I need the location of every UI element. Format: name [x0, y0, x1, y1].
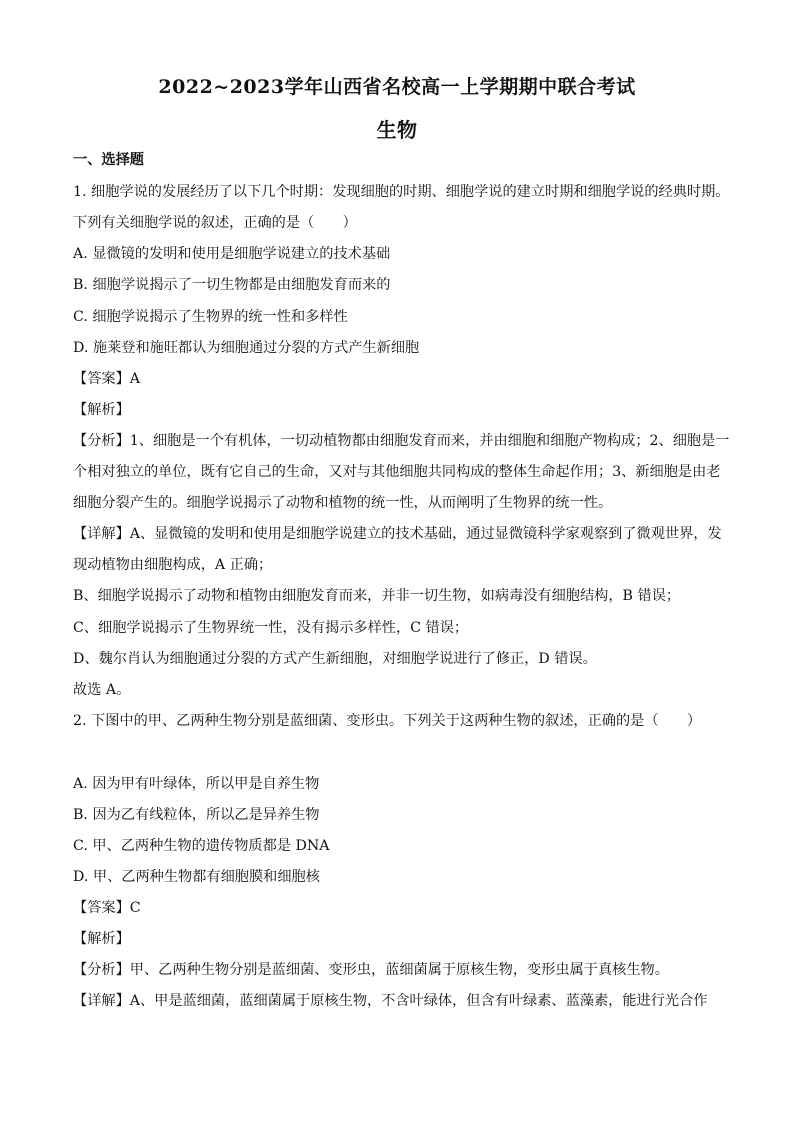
q2-stem: 2. 下图中的甲、乙两种生物分别是蓝细菌、变形虫。下列关于这两种生物的叙述，正确的是（ ） [73, 713, 702, 729]
q2-option-a: A. 因为甲有叶绿体，所以甲是自养生物 [73, 776, 320, 792]
q1-xiangjie-b: B、细胞学说揭示了动物和植物由细胞发育而来，并非一切生物，如病毒没有细胞结构，B 错误； [73, 588, 681, 604]
subject-title: 生物 [376, 118, 418, 142]
q1-option-a: A. 显微镜的发明和使用是细胞学说建立的技术基础 [73, 246, 391, 262]
q2-analysis-label: 【解析】 [73, 931, 130, 947]
q2-option-b: B. 因为乙有线粒体，所以乙是异养生物 [73, 807, 320, 823]
q1-stem-line-1: 1. 细胞学说的发展经历了以下几个时期：发现细胞的时期、细胞学说的建立时期和细胞学说的经典时期。 [73, 184, 730, 200]
q1-stem-line-2: 下列有关细胞学说的叙述，正确的是（ ） [73, 215, 357, 231]
q1-xiangjie-c: C、细胞学说揭示了生物界统一性，没有揭示多样性，C 错误； [73, 620, 469, 636]
exam-title: 2022~2023学年山西省名校高一上学期期中联合考试 [158, 76, 636, 98]
q2-answer: 【答案】C [73, 900, 141, 916]
q1-fenxi-line-1: 【分析】1、细胞是一个有机体，一切动植物都由细胞发育而来，并由细胞和细胞产物构成；2、细胞是一 [73, 433, 730, 449]
q1-conclusion: 故选 A。 [73, 682, 131, 698]
q1-option-b: B. 细胞学说揭示了一切生物都是由细胞发育而来的 [73, 277, 391, 293]
q1-xiangjie-d: D、魏尔肖认为细胞通过分裂的方式产生新细胞，对细胞学说进行了修正，D 错误。 [73, 651, 597, 667]
q1-fenxi-line-3: 细胞分裂产生的。细胞学说揭示了动物和植物的统一性，从而阐明了生物界的统一性。 [73, 495, 613, 511]
q1-answer: 【答案】A [73, 371, 140, 387]
q2-option-c: C. 甲、乙两种生物的遗传物质都是 DNA [73, 838, 330, 854]
q1-xiangjie-line-1: 【详解】A、显微镜的发明和使用是细胞学说建立的技术基础，通过显微镜科学家观察到了微观世界，发 [73, 526, 722, 542]
q1-fenxi-line-2: 个相对独立的单位，既有它自己的生命，又对与其他细胞共同构成的整体生命起作用；3、新细胞是由老 [73, 464, 721, 480]
q2-option-d: D. 甲、乙两种生物都有细胞膜和细胞核 [73, 869, 320, 885]
q1-xiangjie-line-2: 现动植物由细胞构成，A 正确； [73, 557, 273, 573]
q2-fenxi: 【分析】甲、乙两种生物分别是蓝细菌、变形虫，蓝细菌属于原核生物，变形虫属于真核生物。 [73, 962, 669, 978]
q2-xiangjie-line-1: 【详解】A、甲是蓝细菌，蓝细菌属于原核生物，不含叶绿体，但含有叶绿素、蓝藻素，能进行光合作 [73, 993, 708, 1009]
q1-analysis-label: 【解析】 [73, 402, 130, 418]
section-heading: 一、选择题 [73, 152, 144, 168]
q1-option-c: C. 细胞学说揭示了生物界的统一性和多样性 [73, 309, 348, 325]
q1-option-d: D. 施莱登和施旺都认为细胞通过分裂的方式产生新细胞 [73, 340, 420, 356]
